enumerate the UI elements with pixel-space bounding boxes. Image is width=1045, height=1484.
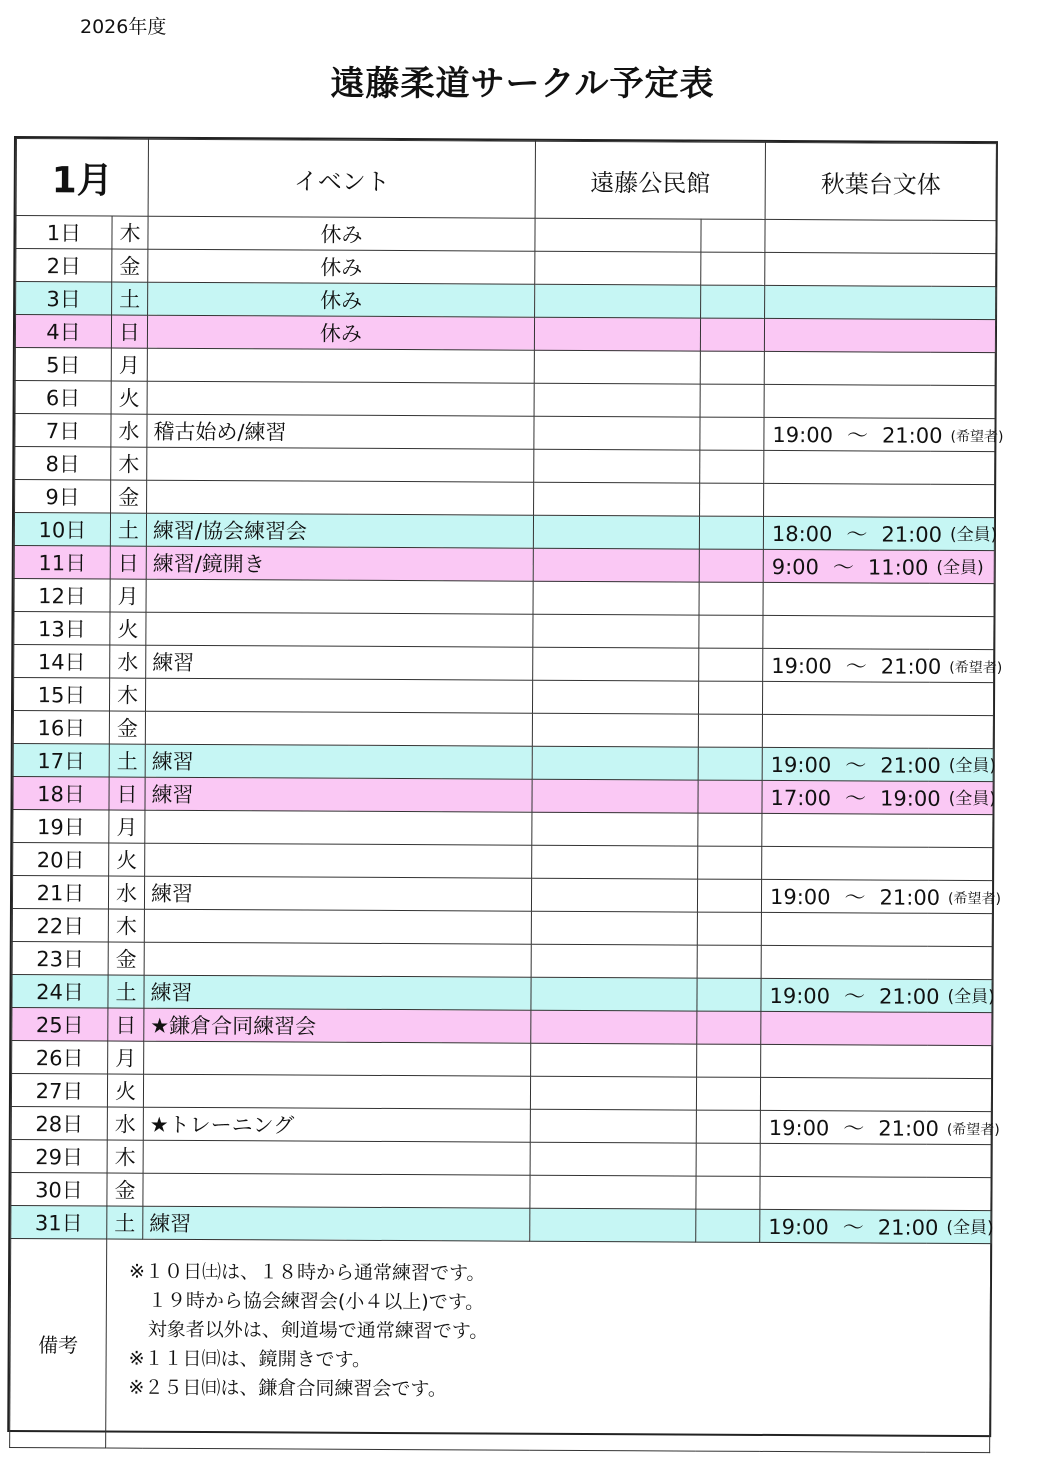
venue2-time-cell [761,945,992,979]
venue1-subcell [698,747,762,780]
venue2-time-cell [761,1011,992,1045]
day-row [14,513,994,551]
practice-time: 19:00 ～ 21:00 [768,1115,939,1141]
day-of-week: 木 [108,909,144,942]
venue1-subcell [696,1110,760,1143]
venue2-time-cell [765,219,996,253]
day-row [13,810,993,848]
venue2-time-cell [764,417,1004,451]
day-of-week: 木 [112,216,148,249]
event-cell: 練習 [143,1206,530,1241]
venue1-column-header: 遠藤公民館 [535,141,765,219]
venue1-subcell [696,1209,760,1242]
day-row [13,744,993,782]
practice-time: 19:00 ～ 21:00 [769,983,940,1009]
venue1-cell [534,449,700,483]
day-row [13,678,993,716]
event-cell: 練習/鏡開き [146,546,533,581]
remarks-row [10,1238,991,1452]
day-date: 26日 [12,1041,108,1075]
day-of-week: 水 [111,414,147,447]
day-row [12,1008,992,1046]
venue1-cell [532,812,698,846]
attendance-note: (全員) [947,986,995,1008]
venue1-subcell [698,813,762,846]
day-date: 21日 [12,876,108,910]
day-row [13,843,993,881]
day-row [14,546,994,584]
day-of-week: 火 [107,1074,143,1107]
day-date: 6日 [15,381,111,415]
venue1-subcell [698,681,762,714]
event-cell [147,447,534,482]
day-date: 15日 [13,678,109,712]
event-cell [144,909,531,944]
day-date: 13日 [14,612,110,646]
venue1-subcell [697,912,761,945]
venue1-cell [533,614,699,648]
venue2-time-cell [761,1044,992,1078]
venue1-subcell [698,780,762,813]
practice-time: 19:00 ～ 21:00 [772,422,943,448]
day-date: 31日 [11,1205,107,1239]
practice-time: 17:00 ～ 19:00 [770,785,941,811]
venue1-subcell [700,384,764,417]
remarks-text [106,1239,991,1453]
day-row [16,282,996,320]
day-row [13,711,993,749]
day-of-week: 木 [111,447,147,480]
day-date: 5日 [15,348,111,382]
day-of-week: 金 [108,942,144,975]
day-date: 24日 [12,975,108,1009]
day-of-week: 水 [107,1107,143,1140]
day-date: 8日 [15,447,111,481]
event-cell [145,678,532,713]
event-cell [146,579,533,614]
days-body [11,216,1004,1244]
day-row [12,942,992,980]
venue1-cell [534,350,700,384]
day-of-week: 日 [109,777,145,810]
day-of-week: 木 [107,1140,143,1173]
venue1-cell [534,317,700,351]
month-header: 1月 [16,139,148,217]
venue2-time-cell [764,450,995,484]
day-row [11,1205,991,1243]
venue1-subcell [698,714,762,747]
venue1-cell [530,1109,696,1143]
venue1-cell [535,284,701,318]
day-row [11,1172,991,1210]
day-row [12,876,992,914]
day-of-week: 金 [112,249,148,282]
venue2-time-cell [764,384,995,418]
practice-time: 19:00 ～ 21:00 [770,752,941,778]
venue1-subcell [697,978,761,1011]
day-of-week: 土 [110,513,146,546]
event-cell [145,810,532,845]
venue1-subcell [696,1077,760,1110]
venue1-subcell [701,219,765,252]
day-of-week: 日 [110,546,146,579]
day-row [12,1041,992,1079]
venue1-subcell [696,1143,760,1176]
day-date: 9日 [15,480,111,514]
day-row [15,414,995,452]
venue2-time-cell [762,813,993,847]
day-date: 23日 [12,942,108,976]
day-of-week: 日 [108,1008,144,1041]
event-cell: 休み [148,282,535,317]
remarks-line: ※２５日㈰は、鎌倉合同練習会です。 [128,1376,447,1401]
day-of-week: 月 [108,1041,144,1074]
day-row [15,348,995,386]
day-row [16,249,996,287]
remarks-label: 備考 [10,1238,107,1447]
venue1-subcell [699,549,763,582]
attendance-note: (全員) [948,755,997,777]
venue1-subcell [701,285,765,318]
venue1-subcell [697,879,761,912]
schedule-table [9,138,1004,1453]
practice-time: 9:00 ～ 11:00 [771,554,929,580]
venue1-cell [532,845,698,879]
event-cell [143,1173,530,1208]
remarks-line: ※１０日㈯は、１８時から通常練習です。 [128,1260,486,1285]
event-column-header: イベント [148,139,535,218]
day-of-week: 木 [109,678,145,711]
header-row [16,139,996,221]
day-date: 16日 [13,711,109,745]
day-row [11,1139,991,1177]
venue1-subcell [701,252,765,285]
venue1-cell [531,944,697,978]
event-cell: 練習 [145,777,532,812]
day-of-week: 火 [109,843,145,876]
day-row [15,447,995,485]
day-date: 2日 [16,249,112,283]
event-cell: 練習 [144,876,531,911]
venue2-time-cell [762,747,997,781]
day-date: 4日 [15,315,111,349]
attendance-note: (希望者) [946,1121,1000,1139]
attendance-note: (希望者) [950,428,1004,446]
day-row [14,579,994,617]
day-date: 17日 [13,744,109,778]
event-cell: ★鎌倉合同練習会 [144,1008,531,1043]
day-date: 19日 [13,810,109,844]
venue1-cell [530,1208,696,1242]
practice-time: 19:00 ～ 21:00 [771,653,942,679]
attendance-note: (希望者) [948,890,1002,908]
venue2-time-cell [763,549,994,583]
day-date: 3日 [16,282,112,316]
venue2-time-cell [765,252,996,286]
venue2-time-cell [764,483,995,517]
venue1-cell [531,977,697,1011]
venue2-time-cell [763,615,994,649]
remarks-line: ※１１日㈰は、鏡開きです。 [128,1347,372,1371]
venue1-cell [534,482,700,516]
day-of-week: 土 [109,744,145,777]
venue1-cell [532,746,698,780]
venue1-subcell [699,615,763,648]
venue1-subcell [698,846,762,879]
attendance-note: (希望者) [949,659,1003,677]
venue1-subcell [696,1176,760,1209]
venue2-time-cell [760,1110,1000,1144]
venue1-cell [532,779,698,813]
day-row [14,612,994,650]
day-of-week: 火 [110,612,146,645]
page-title: 遠藤柔道サークル予定表 [330,64,715,104]
event-cell: 休み [148,216,535,251]
day-row [14,645,994,683]
day-date: 11日 [14,546,110,580]
venue2-time-cell [763,648,1003,682]
venue2-time-cell [761,978,995,1012]
venue1-cell [531,1043,697,1077]
event-cell [145,843,532,878]
practice-time: 19:00 ～ 21:00 [768,1214,939,1240]
venue1-cell [533,581,699,615]
event-cell: 休み [147,315,534,350]
venue2-time-cell [765,285,996,319]
event-cell: 練習 [146,645,533,680]
day-date: 1日 [16,216,112,250]
venue1-subcell [700,417,764,450]
venue2-time-cell [763,582,994,616]
venue2-time-cell [760,1077,991,1111]
venue1-cell [531,1010,697,1044]
day-row [12,975,992,1013]
event-cell: 練習/協会練習会 [146,513,533,548]
venue1-cell [530,1076,696,1110]
day-of-week: 月 [111,348,147,381]
venue1-subcell [697,1011,761,1044]
day-of-week: 水 [108,876,144,909]
event-cell: 練習 [144,975,531,1010]
venue2-time-cell [763,516,998,550]
day-date: 12日 [14,579,110,613]
venue1-subcell [700,483,764,516]
venue1-cell [533,647,699,681]
day-of-week: 金 [109,711,145,744]
venue2-time-cell [761,912,992,946]
venue2-time-cell [762,846,993,880]
day-of-week: 月 [110,579,146,612]
venue2-time-cell [762,780,996,814]
venue2-time-cell [760,1143,991,1177]
venue1-cell [531,911,697,945]
venue2-time-cell [761,879,1002,913]
remarks-line: 対象者以外は、剣道場で通常練習です。 [128,1318,489,1343]
day-date: 7日 [15,414,111,448]
day-row [11,1106,991,1144]
attendance-note: (全員) [946,1217,994,1239]
day-of-week: 火 [111,381,147,414]
day-row [16,216,996,254]
practice-time: 18:00 ～ 21:00 [771,521,943,547]
remarks-line: １９時から協会練習会(小４以上)です。 [128,1289,485,1314]
day-date: 18日 [13,777,109,811]
event-cell: 練習 [145,744,532,779]
venue1-subcell [697,1044,761,1077]
venue2-time-cell [762,681,993,715]
day-date: 30日 [11,1172,107,1206]
day-date: 25日 [12,1008,108,1042]
venue1-cell [533,515,699,549]
day-date: 28日 [11,1106,107,1140]
venue1-cell [532,713,698,747]
venue2-time-cell [760,1176,991,1210]
day-of-week: 土 [108,975,144,1008]
day-date: 22日 [12,909,108,943]
venue1-subcell [699,516,763,549]
day-of-week: 日 [111,315,147,348]
day-date: 14日 [14,645,110,679]
day-row [13,777,993,815]
event-cell [144,942,531,977]
event-cell [144,1041,531,1076]
fiscal-year: 2026年度 [80,16,167,38]
venue2-time-cell [760,1209,994,1243]
venue1-subcell [700,318,764,351]
event-cell [143,1074,530,1109]
event-cell [146,612,533,647]
day-of-week: 水 [110,645,146,678]
event-cell [147,381,534,416]
venue1-subcell [697,945,761,978]
day-of-week: 金 [107,1173,143,1206]
day-row [12,909,992,947]
event-cell: 休み [148,249,535,284]
day-of-week: 金 [111,480,147,513]
day-date: 10日 [14,513,110,547]
event-cell: 稽古始め/練習 [147,414,534,449]
event-cell [143,1140,530,1175]
day-row [15,381,995,419]
venue1-cell [533,548,699,582]
venue1-subcell [700,450,764,483]
event-cell: ★トレーニング [143,1107,530,1142]
day-of-week: 月 [109,810,145,843]
venue1-cell [530,1142,696,1176]
venue1-cell [531,878,697,912]
day-row [15,480,995,518]
day-row [15,315,995,353]
event-cell [145,711,532,746]
day-date: 27日 [11,1074,107,1108]
schedule-sheet [7,136,1004,1437]
venue1-subcell [699,648,763,681]
attendance-note: (全員) [949,524,998,546]
venue2-column-header: 秋葉台文体 [765,142,996,220]
day-of-week: 土 [107,1206,143,1239]
venue2-time-cell [764,351,995,385]
event-cell [147,480,534,515]
event-cell [147,348,534,383]
day-row [11,1074,991,1112]
venue1-cell [535,218,701,252]
practice-time: 19:00 ～ 21:00 [769,884,941,910]
venue1-cell [535,251,701,285]
day-of-week: 土 [112,282,148,315]
venue2-time-cell [764,318,995,352]
attendance-note: (全員) [936,557,984,579]
venue1-subcell [699,582,763,615]
venue2-time-cell [762,714,993,748]
venue1-cell [534,416,700,450]
venue1-subcell [700,351,764,384]
day-date: 20日 [13,843,109,877]
venue1-cell [534,383,700,417]
attendance-note: (全員) [948,788,996,810]
venue1-cell [530,1175,696,1209]
day-date: 29日 [11,1139,107,1173]
venue1-cell [532,680,698,714]
